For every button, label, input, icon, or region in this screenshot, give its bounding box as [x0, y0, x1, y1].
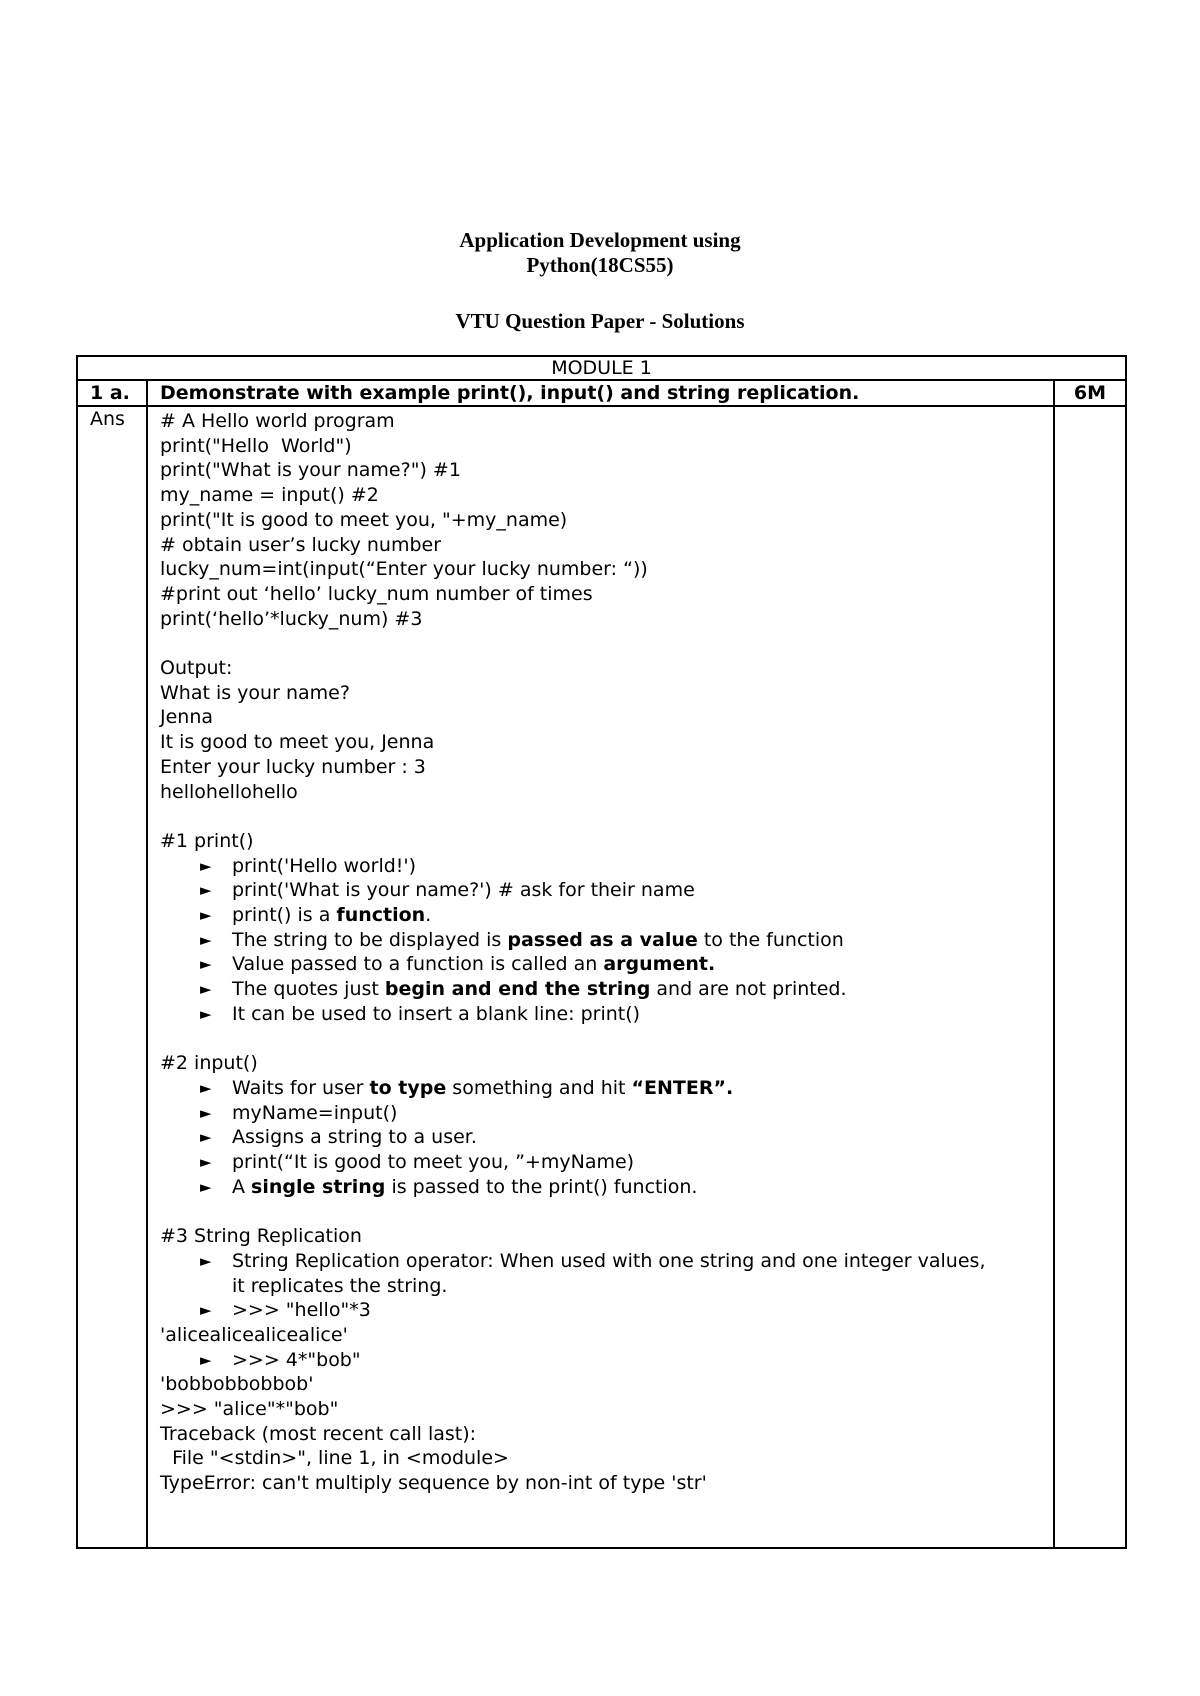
question-text: Demonstrate with example print(), input() and string replication. [147, 380, 1054, 406]
code-line: print("Hello World") [160, 434, 352, 457]
module-heading: MODULE 1 [77, 356, 1126, 380]
bullet-triangle-icon: ► [200, 955, 212, 974]
module-row [77, 356, 1126, 380]
solutions-table [76, 355, 1127, 1549]
answer-marks-cell [1054, 406, 1126, 1548]
section-heading: #3 String Replication [160, 1225, 362, 1248]
result-line: 'bobbobbobbob' [160, 1373, 314, 1396]
bullet-triangle-icon: ► [200, 1128, 212, 1147]
bullet-item: ► print() is a function. [200, 904, 432, 927]
title-line-1: Application Development using [459, 228, 741, 252]
document-title [0, 228, 1200, 334]
section-string-replication [160, 1224, 1041, 1496]
code-line: lucky_num=int(input(“Enter your lucky number: “)) [160, 558, 648, 581]
output-line: What is your name? [160, 681, 350, 704]
bullet-item: ► myName=input() [200, 1101, 398, 1124]
bullet-triangle-icon: ► [200, 1153, 212, 1172]
result-line: >>> "alice"*"bob" [160, 1398, 339, 1421]
bullet-item: ► Value passed to a function is called an argument. [200, 953, 716, 976]
output-line: hellohellohello [160, 780, 298, 803]
bullet-item: ► It can be used to insert a blank line: print() [200, 1002, 641, 1025]
code-line: # obtain user’s lucky number [160, 533, 442, 556]
bullet-triangle-icon: ► [200, 906, 212, 925]
title-line-2: Python(18CS55) [526, 253, 674, 277]
code-line: print(‘hello’*lucky_num) #3 [160, 607, 423, 630]
bullet-item: ► The string to be displayed is passed as a value to the function [200, 928, 844, 951]
answer-label: Ans [77, 406, 147, 1548]
bullet-triangle-icon: ► [200, 1103, 212, 1122]
output-block [160, 656, 1041, 804]
output-line: It is good to meet you, Jenna [160, 731, 435, 754]
bullet-item: ► print(“It is good to meet you, ”+myName) [200, 1151, 635, 1174]
code-line: print("What is your name?") #1 [160, 459, 461, 482]
section-input [160, 1051, 1041, 1199]
bullet-item: ► Waits for user to type something and hit “ENTER”. [200, 1076, 734, 1099]
result-line: File "<stdin>", line 1, in <module> [160, 1447, 509, 1470]
bullet-triangle-icon: ► [200, 856, 212, 875]
result-line: 'alicealicealicealice' [160, 1323, 348, 1346]
bullet-triangle-icon: ► [200, 881, 212, 900]
bullet-triangle-icon: ► [200, 1251, 212, 1270]
bullet-item: ► String Replication operator: When used with one string and one integer values, it replicates the string. [200, 1249, 986, 1297]
subtitle: VTU Question Paper - Solutions [455, 309, 745, 333]
bullet-item: ► print('Hello world!') [200, 854, 417, 877]
bullet-triangle-icon: ► [200, 980, 212, 999]
output-line: Jenna [160, 706, 214, 729]
bullet-triangle-icon: ► [200, 1177, 212, 1196]
bullet-triangle-icon: ► [200, 1301, 212, 1320]
section-heading: #1 print() [160, 829, 254, 852]
bullet-item: ► A single string is passed to the print() function. [200, 1175, 698, 1198]
answer-row [77, 406, 1126, 1548]
question-number: 1 a. [77, 380, 147, 406]
bullet-item: ► >>> "hello"*3 [200, 1299, 371, 1322]
answer-body [147, 406, 1054, 1548]
output-line: Output: [160, 657, 233, 680]
section-print [160, 829, 1041, 1027]
bullet-triangle-icon: ► [200, 930, 212, 949]
bullet-triangle-icon: ► [200, 1078, 212, 1097]
code-line: #print out ‘hello’ lucky_num number of times [160, 582, 593, 605]
output-line: Enter your lucky number : 3 [160, 755, 426, 778]
result-line: Traceback (most recent call last): [160, 1422, 477, 1445]
code-block [160, 409, 1041, 631]
section-heading: #2 input() [160, 1052, 258, 1075]
result-line: TypeError: can't multiply sequence by non-int of type 'str' [160, 1472, 707, 1495]
question-row [77, 380, 1126, 406]
bullet-triangle-icon: ► [200, 1004, 212, 1023]
bullet-item: ► >>> 4*"bob" [200, 1348, 361, 1371]
bullet-item: ► print('What is your name?') # ask for their name [200, 879, 695, 902]
bullet-item: ► Assigns a string to a user. [200, 1126, 477, 1149]
code-line: print("It is good to meet you, "+my_name) [160, 508, 568, 531]
bullet-item: ► The quotes just begin and end the string and are not printed. [200, 978, 847, 1001]
bullet-triangle-icon: ► [200, 1350, 212, 1369]
question-marks: 6M [1054, 380, 1126, 406]
code-line: my_name = input() #2 [160, 484, 379, 507]
code-line: # A Hello world program [160, 410, 395, 432]
